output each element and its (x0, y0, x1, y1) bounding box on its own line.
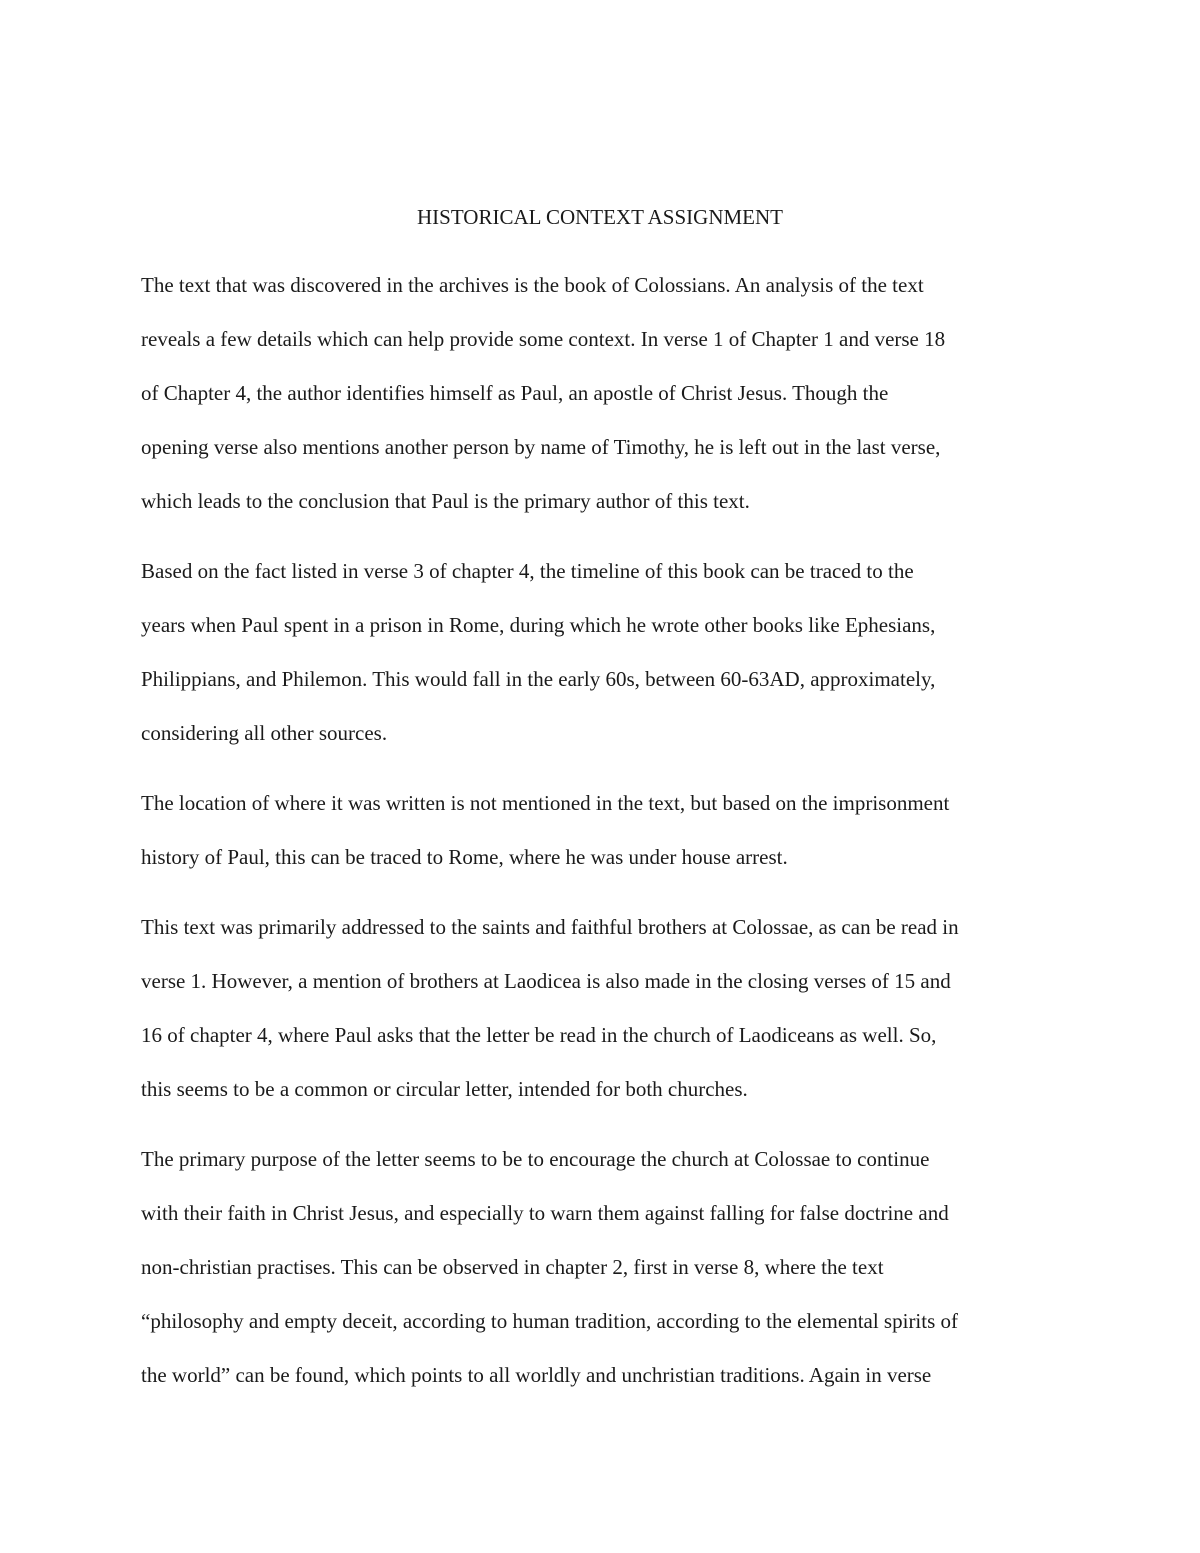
text-line: considering all other sources. (141, 721, 388, 745)
text-line: “philosophy and empty deceit, according to human tradition, according to the elemental spirits of (141, 1309, 959, 1333)
text-line: verse 1. However, a mention of brothers at Laodicea is also made in the closing verses of 15 and (141, 969, 951, 993)
text-line: with their faith in Christ Jesus, and especially to warn them against falling for false doctrine and (141, 1201, 949, 1225)
text-line: reveals a few details which can help provide some context. In verse 1 of Chapter 1 and verse 18 (141, 327, 946, 351)
text-line: The primary purpose of the letter seems to be to encourage the church at Colossae to continue (141, 1147, 930, 1171)
paragraph-audience (141, 900, 1071, 1116)
paragraph-timeline (141, 544, 1071, 760)
text-line: Philippians, and Philemon. This would fall in the early 60s, between 60-63AD, approximately, (141, 667, 936, 691)
text-line: 16 of chapter 4, where Paul asks that the letter be read in the church of Laodiceans as well. So, (141, 1023, 937, 1047)
text-line: history of Paul, this can be traced to Rome, where he was under house arrest. (141, 845, 788, 869)
text-line: The location of where it was written is not mentioned in the text, but based on the imprisonment (141, 791, 950, 815)
paragraph-purpose (141, 1132, 1071, 1402)
text-line: which leads to the conclusion that Paul is the primary author of this text. (141, 489, 750, 513)
text-line: years when Paul spent in a prison in Rome, during which he wrote other books like Ephesians, (141, 613, 936, 637)
text-line: opening verse also mentions another person by name of Timothy, he is left out in the last verse, (141, 435, 941, 459)
text-line: The text that was discovered in the archives is the book of Colossians. An analysis of the text (141, 273, 924, 297)
paragraph-authorship (141, 258, 1071, 528)
paragraph-location (141, 776, 1071, 884)
document-body (141, 258, 1071, 1418)
text-line: the world” can be found, which points to all worldly and unchristian traditions. Again in verse (141, 1363, 932, 1387)
document-title: HISTORICAL CONTEXT ASSIGNMENT (417, 205, 783, 229)
text-line: of Chapter 4, the author identifies himself as Paul, an apostle of Christ Jesus. Though the (141, 381, 889, 405)
text-line: this seems to be a common or circular letter, intended for both churches. (141, 1077, 748, 1101)
text-line: non-christian practises. This can be observed in chapter 2, first in verse 8, where the text (141, 1255, 884, 1279)
text-line: This text was primarily addressed to the saints and faithful brothers at Colossae, as can be read in (141, 915, 959, 939)
text-line: Based on the fact listed in verse 3 of chapter 4, the timeline of this book can be traced to the (141, 559, 914, 583)
